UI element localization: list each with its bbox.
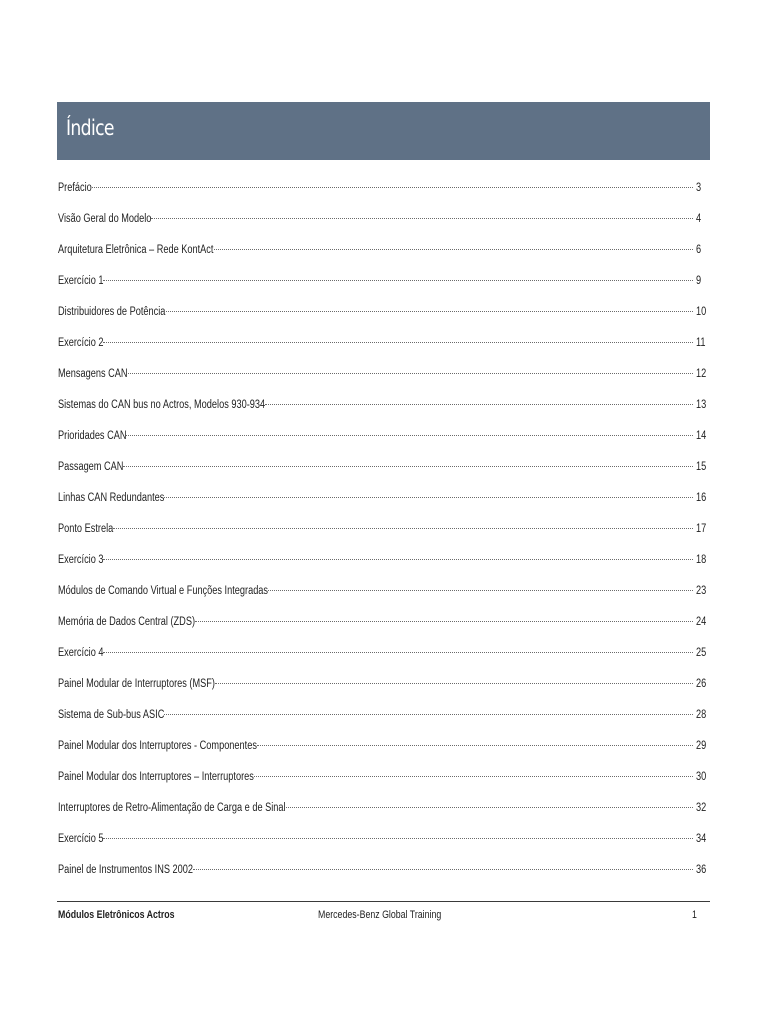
toc-entry-page: 29 xyxy=(696,740,707,752)
toc-dot-leader xyxy=(265,404,693,405)
toc-entry-title: Memória de Dados Central (ZDS) xyxy=(58,616,196,628)
toc-entry-page: 14 xyxy=(696,430,707,442)
toc-entry[interactable] xyxy=(58,829,708,860)
toc-entry[interactable] xyxy=(58,581,708,612)
toc-dot-leader xyxy=(257,745,693,746)
toc-entry[interactable] xyxy=(58,643,708,674)
toc-dot-leader xyxy=(151,218,693,219)
footer-document-title: Módulos Eletrônicos Actros xyxy=(58,909,175,921)
toc-entry-page: 32 xyxy=(696,802,707,814)
toc-entry-page: 28 xyxy=(696,709,707,721)
toc-entry[interactable] xyxy=(58,364,708,395)
toc-entry[interactable] xyxy=(58,705,708,736)
toc-entry-page: 12 xyxy=(696,368,707,380)
toc-dot-leader xyxy=(166,311,693,312)
toc-entry[interactable] xyxy=(58,798,708,829)
footer-page-number: 1 xyxy=(692,909,697,921)
toc-entry-page: 16 xyxy=(696,492,707,504)
toc-dot-leader xyxy=(103,342,693,343)
toc-entry-title: Visão Geral do Modelo xyxy=(58,213,152,225)
toc-dot-leader xyxy=(164,714,693,715)
toc-entry-page: 11 xyxy=(696,337,706,349)
toc-entry-title: Ponto Estrela xyxy=(58,523,114,535)
toc-entry-title: Exercício 4 xyxy=(58,647,104,659)
toc-entry[interactable] xyxy=(58,767,708,798)
toc-entry[interactable] xyxy=(58,333,708,364)
toc-entry-title: Sistemas do CAN bus no Actros, Modelos 930-934 xyxy=(58,399,266,411)
toc-dot-leader xyxy=(164,497,693,498)
toc-entry[interactable] xyxy=(58,426,708,457)
toc-dot-leader xyxy=(195,621,693,622)
footer-divider xyxy=(57,901,710,902)
toc-entry-title: Exercício 2 xyxy=(58,337,104,349)
toc-dot-leader xyxy=(215,683,693,684)
toc-entry-title: Painel Modular dos Interruptores – Interruptores xyxy=(58,771,254,783)
toc-entry-title: Interruptores de Retro-Alimentação de Carga e de Sinal xyxy=(58,802,286,814)
toc-entry-page: 17 xyxy=(696,523,707,535)
toc-entry-title: Exercício 1 xyxy=(58,275,104,287)
toc-dot-leader xyxy=(113,528,693,529)
toc-entry-title: Distribuidores de Potência xyxy=(58,306,166,318)
toc-entry-title: Painel de Instrumentos INS 2002 xyxy=(58,864,194,876)
toc-entry-page: 15 xyxy=(696,461,707,473)
toc-entry[interactable] xyxy=(58,457,708,488)
toc-entry[interactable] xyxy=(58,209,708,240)
toc-entry-page: 36 xyxy=(696,864,707,876)
toc-entry[interactable] xyxy=(58,395,708,426)
toc-dot-leader xyxy=(268,590,693,591)
toc-entry-page: 3 xyxy=(696,182,702,194)
toc-dot-leader xyxy=(92,187,693,188)
page-title: Índice xyxy=(66,116,114,140)
toc-entry-page: 24 xyxy=(696,616,707,628)
toc-entry[interactable] xyxy=(58,178,708,209)
toc-entry-title: Linhas CAN Redundantes xyxy=(58,492,165,504)
toc-entry-page: 25 xyxy=(696,647,707,659)
toc-dot-leader xyxy=(126,435,693,436)
toc-dot-leader xyxy=(214,249,693,250)
toc-entry-title: Arquitetura Eletrônica – Rede KontAct xyxy=(58,244,214,256)
toc-dot-leader xyxy=(193,869,693,870)
toc-entry-page: 26 xyxy=(696,678,707,690)
toc-dot-leader xyxy=(286,807,693,808)
toc-entry[interactable] xyxy=(58,612,708,643)
toc-entry[interactable] xyxy=(58,860,708,891)
toc-dot-leader xyxy=(103,559,693,560)
toc-entry-page: 6 xyxy=(696,244,702,256)
toc-entry[interactable] xyxy=(58,736,708,767)
toc-dot-leader xyxy=(103,838,693,839)
toc-entry[interactable] xyxy=(58,302,708,333)
footer-publisher: Mercedes-Benz Global Training xyxy=(318,909,442,921)
toc-entry-title: Prefácio xyxy=(58,182,92,194)
toc-dot-leader xyxy=(128,373,694,374)
toc-entry[interactable] xyxy=(58,240,708,271)
toc-entry[interactable] xyxy=(58,271,708,302)
toc-entry-page: 4 xyxy=(696,213,702,225)
toc-entry-title: Prioridades CAN xyxy=(58,430,127,442)
header-banner xyxy=(57,102,710,160)
toc-entry-title: Exercício 3 xyxy=(58,554,104,566)
toc-entry-page: 10 xyxy=(696,306,707,318)
toc-entry[interactable] xyxy=(58,674,708,705)
toc-entry-page: 34 xyxy=(696,833,707,845)
toc-dot-leader xyxy=(123,466,693,467)
toc-entry[interactable] xyxy=(58,550,708,581)
toc-entry-title: Módulos de Comando Virtual e Funções Integradas xyxy=(58,585,269,597)
toc-dot-leader xyxy=(103,280,693,281)
toc-dot-leader xyxy=(254,776,693,777)
toc-entry-title: Painel Modular dos Interruptores - Componentes xyxy=(58,740,257,752)
table-of-contents xyxy=(58,178,708,891)
toc-entry-page: 23 xyxy=(696,585,707,597)
toc-entry[interactable] xyxy=(58,488,708,519)
toc-entry[interactable] xyxy=(58,519,708,550)
toc-entry-page: 13 xyxy=(696,399,707,411)
toc-entry-page: 18 xyxy=(696,554,707,566)
toc-entry-title: Sistema de Sub-bus ASIC xyxy=(58,709,165,721)
toc-entry-title: Passagem CAN xyxy=(58,461,124,473)
toc-entry-title: Painel Modular de Interruptores (MSF) xyxy=(58,678,215,690)
toc-entry-page: 9 xyxy=(696,275,702,287)
toc-entry-title: Exercício 5 xyxy=(58,833,104,845)
toc-entry-page: 30 xyxy=(696,771,707,783)
toc-entry-title: Mensagens CAN xyxy=(58,368,128,380)
toc-dot-leader xyxy=(103,652,693,653)
